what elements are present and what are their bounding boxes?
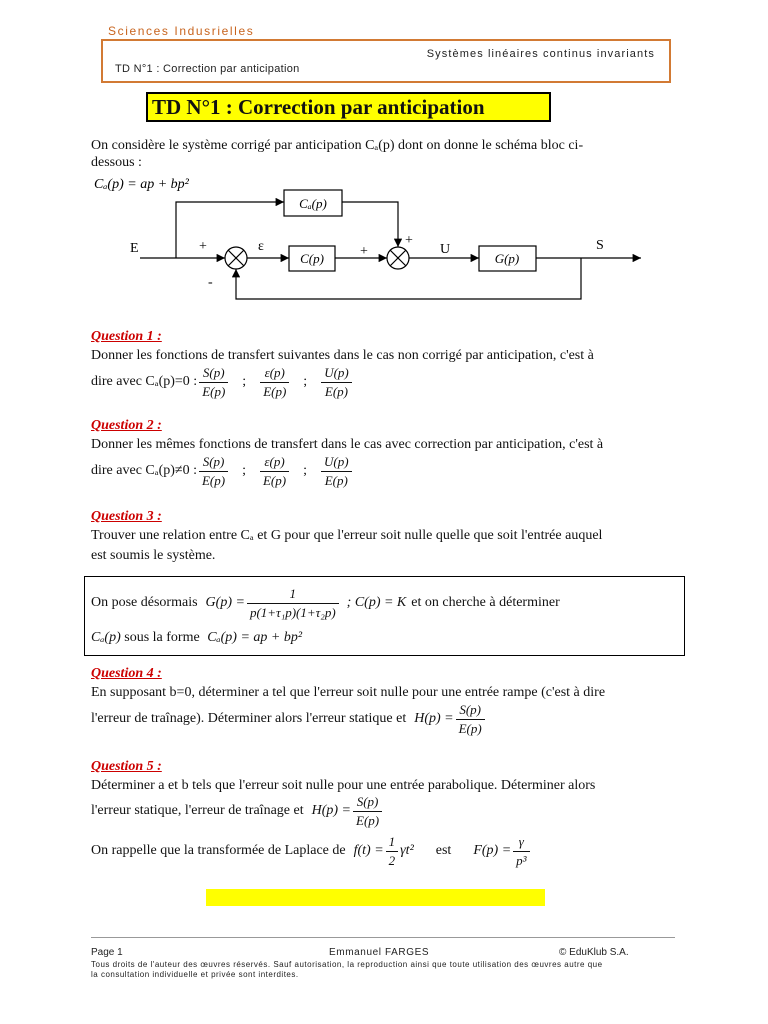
input-label: E <box>130 241 139 256</box>
intro-line-2: dessous : <box>91 155 142 170</box>
output-label: S <box>596 238 604 253</box>
question-5-line-1: Déterminer a et b tels que l'erreur soit nulle pour une entrée parabolique. Déterminer alors <box>91 778 596 793</box>
course-title: Systèmes linéaires continus invariants <box>426 48 655 60</box>
header-box <box>101 39 671 83</box>
q5-ft-rhs: γt² <box>400 843 414 858</box>
yellow-highlight-bar <box>206 889 545 906</box>
q1-s-over-e: $\frac{S(p)}{E(p)}$ <box>199 364 228 401</box>
q5-ft-lhs: f(t) = <box>353 843 384 858</box>
q2-u-over-e: $\frac{U(p)}{E(p)}$ <box>321 453 352 490</box>
ca-formula: Cₐ(p) = ap + bp² <box>94 177 189 192</box>
q1-eps-over-e: $\frac{\varepsilon(p)}{E(p)}$ <box>260 364 289 401</box>
q1-sep-2: ; <box>303 374 308 389</box>
question-1-label: Question 1 : <box>91 329 162 344</box>
q2-s-over-e: $\frac{S(p)}{E(p)}$ <box>199 453 228 490</box>
hypothesis-box <box>84 576 685 656</box>
question-3-line-2: est soumis le système. <box>91 548 216 563</box>
hypothesis-line-2 <box>91 628 302 648</box>
q5-half-fraction: $\frac{1}{2}$ <box>386 833 399 870</box>
hypothesis-ca-eq: Cₐ(p) = ap + bp² <box>207 630 303 645</box>
question-3-line-1: Trouver une relation entre Cₐ et G pour que l'erreur soit nulle quelle que soit l'entrée auquel <box>91 528 603 543</box>
question-4-line-2 <box>91 699 487 739</box>
feedforward-output-line <box>342 202 398 247</box>
summer-2-plus-left: + <box>360 244 368 259</box>
q2-sep-2: ; <box>303 463 307 478</box>
question-4-label: Question 4 : <box>91 666 162 681</box>
hypothesis-ca: Cₐ(p) <box>91 630 121 645</box>
q5-fp-fraction: $\frac{\gamma}{\text{p³}}$ <box>513 833 529 870</box>
footer-copyright: © EduKlub S.A. <box>559 947 629 958</box>
question-5-line-2 <box>91 791 384 831</box>
footer-page: Page 1 <box>91 947 123 958</box>
footer-rights-line-1: Tous droits de l'auteur des œuvres réservés. Sauf autorisation, la reproduction ainsi que toute utilisation des œuvres autre que <box>91 960 603 969</box>
summer-2-plus-top: + <box>405 233 413 248</box>
question-4-line-1: En supposant b=0, déterminer a tel que l'erreur soit nulle pour une entrée rampe (c'est à dire <box>91 685 606 700</box>
plant-block-label: G(p) <box>494 251 520 266</box>
footer-rights-line-2: la consultation individuelle et privée sont interdites. <box>91 970 299 979</box>
question-2-line-2 <box>91 451 354 491</box>
question-2-line-1: Donner les mêmes fonctions de transfert dans le cas avec correction par anticipation, c'est à <box>91 437 604 452</box>
summer-1-plus: + <box>199 239 207 254</box>
question-2-line-2-text: dire avec Cₐ(p)≠0 : <box>91 463 197 478</box>
header-top-label: Sciences Indusrielles <box>108 24 255 38</box>
q5-h-fraction: $\frac{S(p)}{E(p)}$ <box>353 793 382 830</box>
q5-est: est <box>435 843 452 858</box>
feedforward-block-label: Cₐ(p) <box>299 196 327 211</box>
q1-sep-1: ; <box>242 374 247 389</box>
question-1-line-2 <box>91 362 354 402</box>
hypothesis-g-fraction: $\frac{1}{\text{p(1+τ₁p)(1+τ₂p)}}$ <box>247 585 339 622</box>
question-5-line-3-text: On rappelle que la transformée de Laplace de <box>91 843 346 858</box>
question-2-label: Question 2 : <box>91 418 162 433</box>
q5-h-lhs: H(p) = <box>311 803 351 818</box>
intro-line-1: On considère le système corrigé par anticipation Cₐ(p) dont on donne le schéma bloc ci- <box>91 138 584 153</box>
q2-sep-1: ; <box>242 463 246 478</box>
hypothesis-c-eq: ; C(p) = K <box>346 595 407 610</box>
error-label: ε <box>258 239 264 254</box>
summer-1-minus: - <box>208 275 213 290</box>
question-5-line-3 <box>91 830 532 872</box>
title-box <box>146 92 551 122</box>
q1-u-over-e: $\frac{U(p)}{E(p)}$ <box>321 364 352 401</box>
q4-h-lhs: H(p) = <box>414 711 454 726</box>
hypothesis-cherche: et on cherche à déterminer <box>411 595 560 610</box>
page-title: TD N°1 : Correction par anticipation <box>152 95 485 119</box>
q5-fp-lhs: F(p) = <box>473 843 512 858</box>
control-label: U <box>440 242 451 257</box>
footer-author: Emmanuel FARGES <box>329 947 430 958</box>
question-5-line-2-text: l'erreur statique, l'erreur de traînage et <box>91 803 304 818</box>
hypothesis-g-lhs: G(p) = <box>205 595 245 610</box>
question-1-line-2-text: dire avec Cₐ(p)=0 : <box>91 374 198 389</box>
hypothesis-line-1 <box>91 583 560 623</box>
q4-h-fraction: $\frac{S(p)}{E(p)}$ <box>456 701 485 738</box>
footer-divider <box>91 937 675 938</box>
block-diagram <box>88 168 668 308</box>
question-4-line-2-text: l'erreur de traînage). Déterminer alors l'erreur statique et <box>91 711 407 726</box>
question-1-line-1: Donner les fonctions de transfert suivantes dans le cas non corrigé par anticipation, c'est à <box>91 348 594 363</box>
hypothesis-forme: sous la forme <box>124 630 200 645</box>
controller-block-label: C(p) <box>300 251 324 266</box>
doc-subtitle: TD N°1 : Correction par anticipation <box>115 63 300 75</box>
hypothesis-pose: On pose désormais <box>91 595 198 610</box>
q2-eps-over-e: $\frac{\varepsilon(p)}{E(p)}$ <box>260 453 289 490</box>
question-3-label: Question 3 : <box>91 509 162 524</box>
question-5-label: Question 5 : <box>91 759 162 774</box>
